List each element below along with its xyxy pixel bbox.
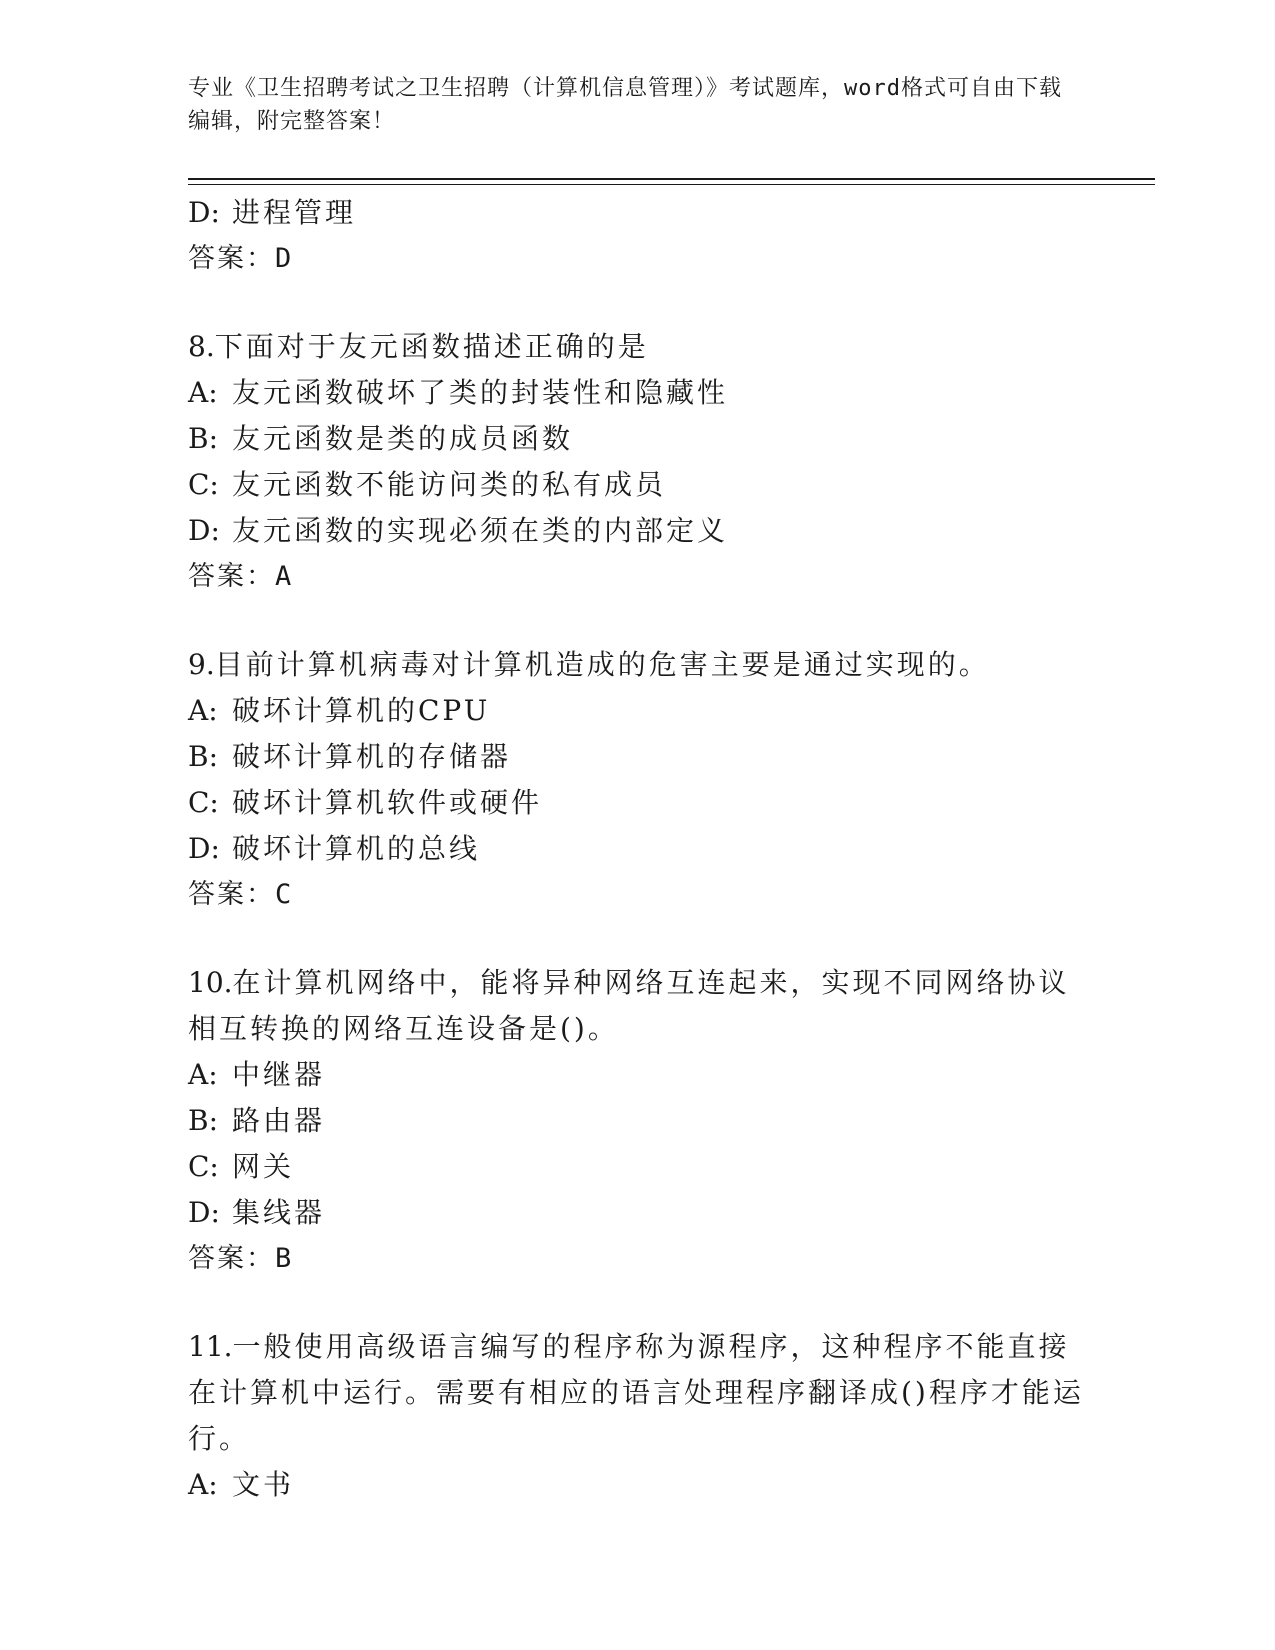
option-text: 路由器 — [232, 1104, 326, 1137]
option-text: 破坏计算机的存储器 — [232, 740, 512, 773]
question-number: 9. — [188, 648, 215, 681]
option-text: 集线器 — [232, 1196, 326, 1229]
option-c — [188, 462, 1088, 508]
option-label: A: — [188, 1058, 218, 1091]
option-d — [188, 508, 1088, 554]
answer-value: A — [275, 561, 294, 592]
question-number: 10. — [188, 966, 233, 999]
option-text: 友元函数的实现必须在类的内部定义 — [232, 514, 729, 547]
question-answer — [188, 1236, 1088, 1282]
option-b — [188, 416, 1088, 462]
option-label: D: — [188, 514, 220, 547]
question-list — [188, 190, 1088, 1508]
question-text: 目前计算机病毒对计算机造成的危害主要是通过实现的。 — [214, 648, 990, 681]
option-d — [188, 826, 1088, 872]
question-stem — [188, 324, 1088, 370]
option-b — [188, 734, 1088, 780]
option-label: A: — [188, 694, 218, 727]
option-text: 友元函数是类的成员函数 — [232, 422, 574, 455]
option-label: D: — [188, 196, 220, 229]
answer-label: 答案： — [188, 879, 275, 910]
header-divider-thin — [188, 184, 1155, 185]
answer-label: 答案： — [188, 1243, 275, 1274]
question-answer — [188, 554, 1088, 600]
question-11 — [188, 1324, 1088, 1508]
option-label: A: — [188, 1468, 218, 1501]
document-header-note: 专业《卫生招聘考试之卫生招聘（计算机信息管理）》考试题库，word格式可自由下载编辑，附完整答案！ — [188, 76, 1062, 134]
option-c — [188, 1144, 1088, 1190]
option-a — [188, 370, 1088, 416]
option-label: B: — [188, 1104, 219, 1137]
question-stem — [188, 1324, 1088, 1462]
option-a — [188, 1052, 1088, 1098]
option-text: 友元函数破坏了类的封装性和隐藏性 — [232, 376, 729, 409]
option-a — [188, 1462, 1088, 1508]
question-10 — [188, 960, 1088, 1282]
header-divider-thick — [188, 178, 1155, 180]
prev-question-answer — [188, 236, 1088, 282]
option-text: 中继器 — [232, 1058, 326, 1091]
question-text: 下面对于友元函数描述正确的是 — [214, 330, 649, 363]
option-label: A: — [188, 376, 218, 409]
answer-label: 答案： — [188, 561, 275, 592]
option-c — [188, 780, 1088, 826]
question-answer — [188, 872, 1088, 918]
answer-label: 答案： — [188, 243, 275, 274]
option-text: 破坏计算机的CPU — [232, 694, 491, 727]
question-number: 8. — [188, 330, 215, 363]
option-text: 友元函数不能访问类的私有成员 — [232, 468, 667, 501]
question-number: 11. — [188, 1330, 233, 1363]
option-text: 网关 — [232, 1150, 295, 1183]
option-label: C: — [188, 786, 219, 819]
option-label: D: — [188, 832, 220, 865]
option-text: 破坏计算机软件或硬件 — [232, 786, 543, 819]
prev-question-option-d — [188, 190, 1088, 236]
question-9 — [188, 642, 1088, 918]
question-text: 在计算机网络中，能将异种网络互连起来，实现不同网络协议相互转换的网络互连设备是()。 — [188, 966, 1070, 1045]
option-text: 破坏计算机的总线 — [232, 832, 481, 865]
option-text: 文书 — [232, 1468, 295, 1501]
option-d — [188, 1190, 1088, 1236]
option-label: C: — [188, 1150, 219, 1183]
question-stem — [188, 642, 1088, 688]
option-label: D: — [188, 1196, 220, 1229]
answer-value: D — [275, 243, 294, 274]
option-text: 进程管理 — [232, 196, 357, 229]
question-8 — [188, 324, 1088, 600]
answer-value: B — [275, 1243, 294, 1274]
question-stem — [188, 960, 1088, 1052]
answer-value: C — [275, 879, 294, 910]
question-text: 一般使用高级语言编写的程序称为源程序，这种程序不能直接在计算机中运行。需要有相应的语言处理程序翻译成()程序才能运行。 — [188, 1330, 1084, 1455]
option-b — [188, 1098, 1088, 1144]
option-a — [188, 688, 1088, 734]
option-label: B: — [188, 740, 219, 773]
option-label: B: — [188, 422, 219, 455]
option-label: C: — [188, 468, 219, 501]
